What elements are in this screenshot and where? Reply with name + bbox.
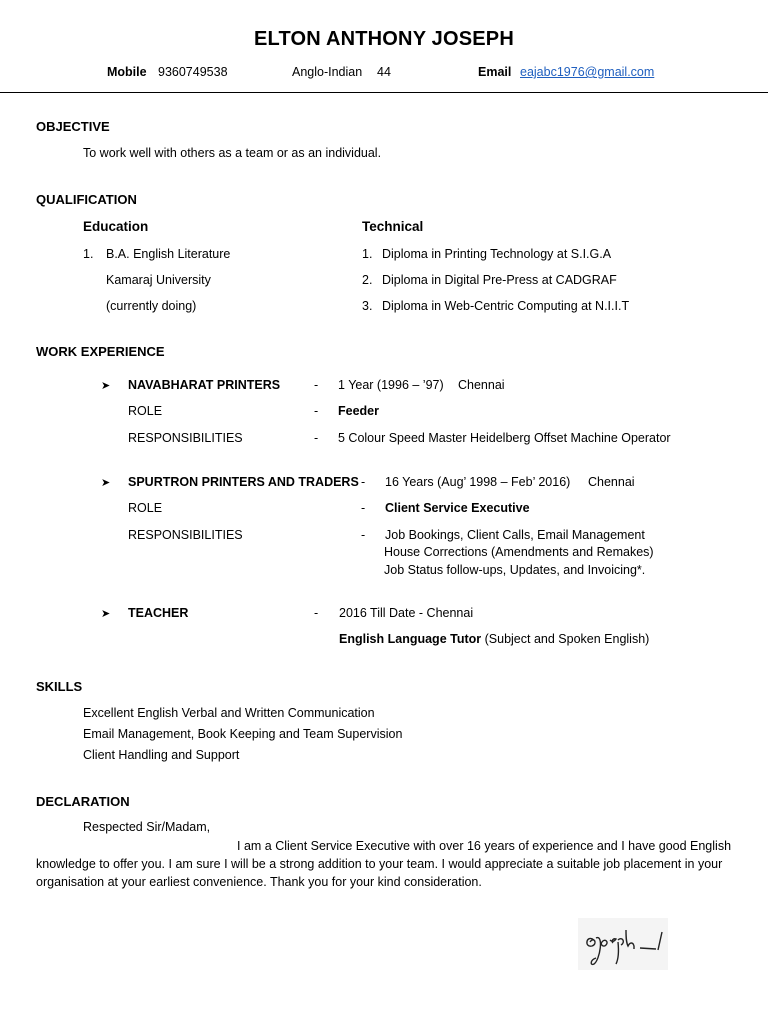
objective-heading: OBJECTIVE: [36, 119, 110, 134]
work-experience-heading: WORK EXPERIENCE: [36, 344, 165, 359]
technical-num: 1.: [362, 247, 373, 261]
declaration-salutation: Respected Sir/Madam,: [83, 820, 211, 834]
separator-dash: -: [361, 528, 366, 542]
bullet-arrow-icon: ➤: [101, 380, 111, 392]
age: 44: [377, 65, 391, 79]
skills-heading: SKILLS: [36, 679, 83, 694]
bullet-arrow-icon: ➤: [101, 477, 111, 489]
job-company: SPURTRON PRINTERS AND TRADERS: [128, 475, 359, 489]
technical-num: 2.: [362, 273, 373, 287]
job-detail: [339, 632, 649, 646]
education-item: Kamaraj University: [106, 273, 211, 287]
job-responsibility: House Corrections (Amendments and Remakes): [384, 545, 654, 559]
job-location: Chennai: [588, 475, 635, 489]
job-company: TEACHER: [128, 606, 189, 620]
job-detail-text: (Subject and Spoken English): [484, 632, 650, 646]
technical-item: Diploma in Digital Pre-Press at CADGRAF: [382, 273, 617, 287]
education-item: B.A. English Literature: [106, 247, 231, 261]
community: Anglo-Indian: [292, 65, 363, 79]
job-responsibility: Job Status follow-ups, Updates, and Invoicing*.: [384, 563, 646, 577]
job-duration: 2016 Till Date - Chennai: [339, 606, 474, 620]
education-item: (currently doing): [106, 299, 197, 313]
job-duration: 1 Year (1996 – ’97): [338, 378, 444, 392]
technical-heading: Technical: [362, 219, 424, 234]
separator-dash: -: [314, 431, 319, 445]
mobile-label: Mobile: [107, 65, 147, 79]
objective-text: To work well with others as a team or as an individual.: [83, 146, 382, 160]
education-heading: Education: [83, 219, 149, 234]
job-company: NAVABHARAT PRINTERS: [128, 378, 281, 392]
responsibilities-label: RESPONSIBILITIES: [128, 431, 243, 445]
separator-dash: -: [314, 404, 319, 418]
declaration-heading: DECLARATION: [36, 794, 130, 809]
skill-item: Excellent English Verbal and Written Communication: [83, 706, 375, 720]
responsibilities-label: RESPONSIBILITIES: [128, 528, 243, 542]
job-location: Chennai: [458, 378, 505, 392]
skill-item: Client Handling and Support: [83, 748, 240, 762]
job-role: Feeder: [338, 404, 379, 418]
skill-item: Email Management, Book Keeping and Team Supervision: [83, 727, 403, 741]
signature-image: [578, 918, 668, 970]
header-divider: [0, 92, 768, 93]
role-label: ROLE: [128, 501, 163, 515]
declaration-body: I am a Client Service Executive with over 16 years of experience and I have good English knowledge to offer you. I am sure I will be a strong addition to your team. I would appreciate a suitable job placement in your organisation at your earliest convenience. Thank you for your kind consideration.: [36, 839, 732, 889]
technical-num: 3.: [362, 299, 373, 313]
separator-dash: -: [314, 378, 319, 392]
technical-item: Diploma in Printing Technology at S.I.G.A: [382, 247, 612, 261]
education-num: 1.: [83, 247, 94, 261]
qualification-heading: QUALIFICATION: [36, 192, 137, 207]
separator-dash: -: [314, 606, 319, 620]
resume-name: ELTON ANTHONY JOSEPH: [254, 28, 514, 50]
job-responsibility: Job Bookings, Client Calls, Email Management: [385, 528, 645, 542]
bullet-arrow-icon: ➤: [101, 608, 111, 620]
job-responsibility: 5 Colour Speed Master Heidelberg Offset Machine Operator: [338, 431, 671, 445]
email-label: Email: [478, 65, 512, 79]
job-role: Client Service Executive: [385, 501, 530, 515]
role-label: ROLE: [128, 404, 163, 418]
mobile-number: 9360749538: [158, 65, 228, 79]
email-link[interactable]: eajabc1976@gmail.com: [520, 65, 655, 79]
separator-dash: -: [361, 475, 366, 489]
separator-dash: -: [361, 501, 366, 515]
job-detail-title: English Language Tutor: [339, 632, 482, 646]
signature-icon: [578, 918, 668, 970]
technical-item: Diploma in Web-Centric Computing at N.I.I.T: [382, 299, 630, 313]
job-duration: 16 Years (Aug’ 1998 – Feb’ 2016): [385, 475, 571, 489]
